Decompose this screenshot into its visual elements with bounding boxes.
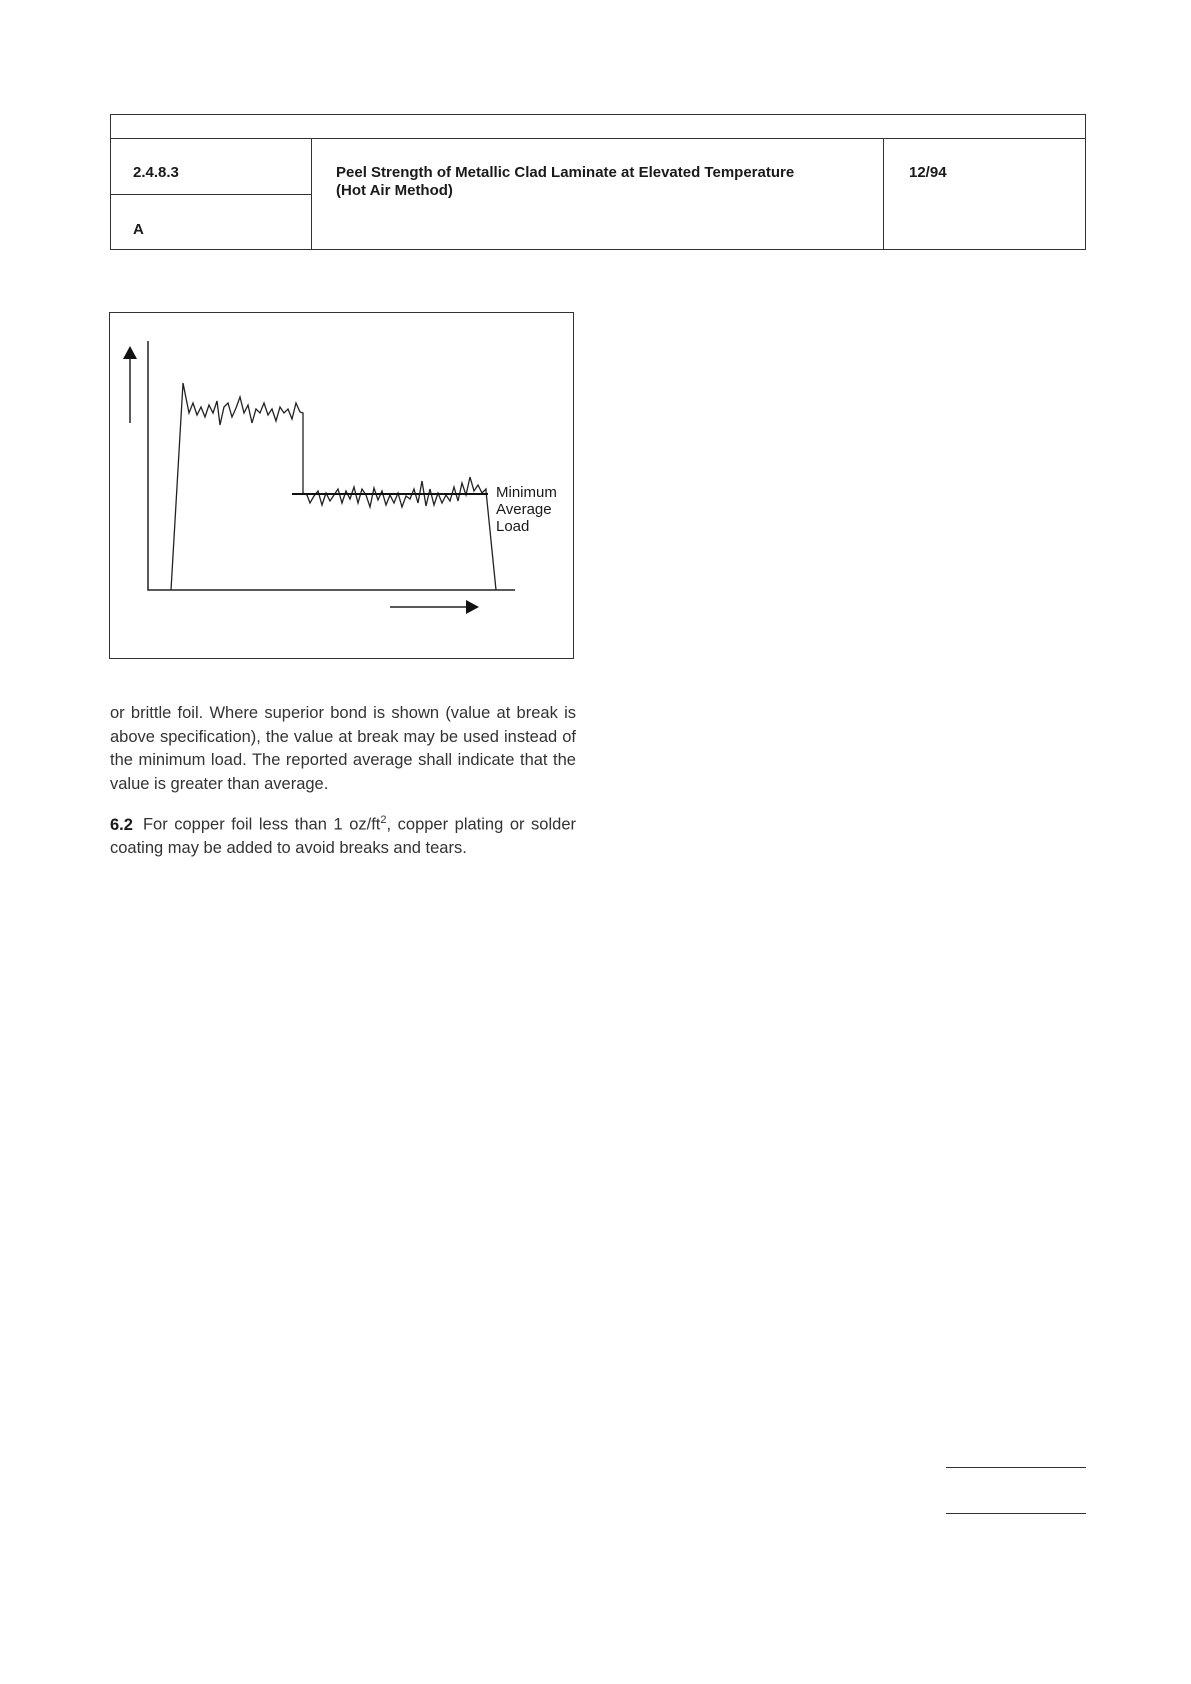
body-text — [110, 702, 576, 874]
header-divider-2 — [883, 138, 884, 249]
paragraph-6-2-text-post: , copper plating or solder coating may be added to avoid breaks and tears. — [110, 815, 576, 857]
peel-load-figure — [109, 312, 574, 659]
paragraph-break-value: or brittle foil. Where superior bond is shown (value at break is above specification), the value at break may be used instead of the minimum load. The reported average shall indicate that the value is greater than average. — [110, 704, 576, 793]
paragraph-6-2 — [110, 809, 576, 861]
annotation-line-3: Load — [496, 518, 530, 535]
footer-rule-1 — [946, 1467, 1086, 1468]
test-method-number: 2.4.8.3 — [133, 164, 179, 181]
minimum-average-load-label — [496, 484, 557, 535]
paragraph-6-2-superscript: 2 — [380, 814, 387, 826]
annotation-line-2: Average — [496, 501, 552, 518]
header-row-divider — [111, 194, 311, 195]
x-axis-arrowhead — [466, 600, 479, 614]
revision-letter: A — [133, 221, 144, 238]
test-method-title: Peel Strength of Metallic Clad Laminate at Elevated Temperature (Hot Air Method) — [336, 164, 795, 199]
header-top-band — [111, 115, 1085, 139]
paragraph-6-2-text-pre: For copper foil less than 1 oz/ft — [142, 815, 381, 834]
load-trace — [171, 383, 496, 590]
issue-date: 12/94 — [909, 164, 947, 181]
section-number: 6.2 — [110, 815, 133, 834]
annotation-line-1: Minimum — [496, 484, 557, 501]
document-header-table — [110, 114, 1086, 250]
header-divider-1 — [311, 138, 312, 249]
footer-rule-2 — [946, 1513, 1086, 1514]
axes — [148, 341, 515, 590]
y-axis-arrowhead — [123, 346, 137, 359]
